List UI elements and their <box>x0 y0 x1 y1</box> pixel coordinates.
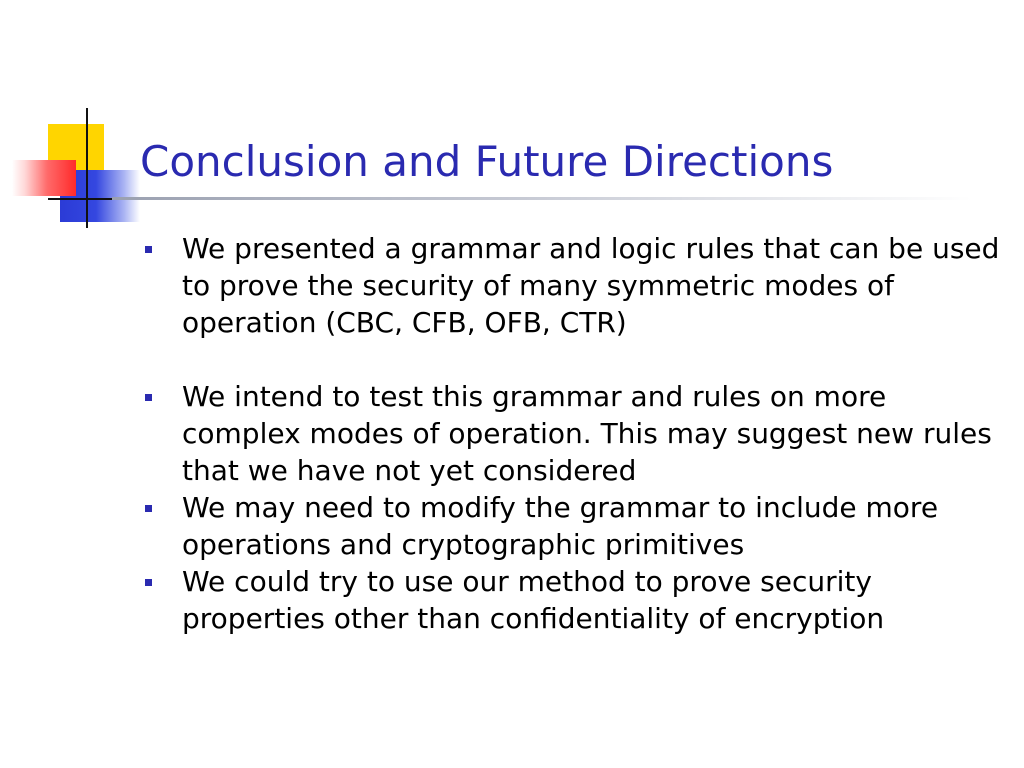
bullet-text: We may need to modify the grammar to include more operations and cryptographic primitives <box>182 491 939 561</box>
bullet-item <box>140 489 1000 563</box>
bullet-item <box>140 378 1000 489</box>
bullet-item <box>140 563 1000 637</box>
bullet-text: We could try to use our method to prove security properties other than confidentiality of encryption <box>182 565 885 635</box>
bullet-list <box>140 230 1000 637</box>
decorative-red-bar <box>12 160 76 196</box>
title-underline-rule <box>112 197 972 200</box>
slide-title: Conclusion and Future Directions <box>140 137 834 186</box>
bullet-item <box>140 230 1000 341</box>
decorative-horizontal-line <box>48 198 112 200</box>
square-bullet-icon <box>145 579 152 586</box>
square-bullet-icon <box>145 505 152 512</box>
square-bullet-icon <box>145 394 152 401</box>
bullet-text: We intend to test this grammar and rules on more complex modes of operation. This may suggest new rules that we have not yet considered <box>182 380 992 487</box>
square-bullet-icon <box>145 246 152 253</box>
decorative-vertical-line <box>86 108 88 228</box>
bullet-text: We presented a grammar and logic rules that can be used to prove the security of many symmetric modes of operation (CBC, CFB, OFB, CTR) <box>182 232 1000 339</box>
